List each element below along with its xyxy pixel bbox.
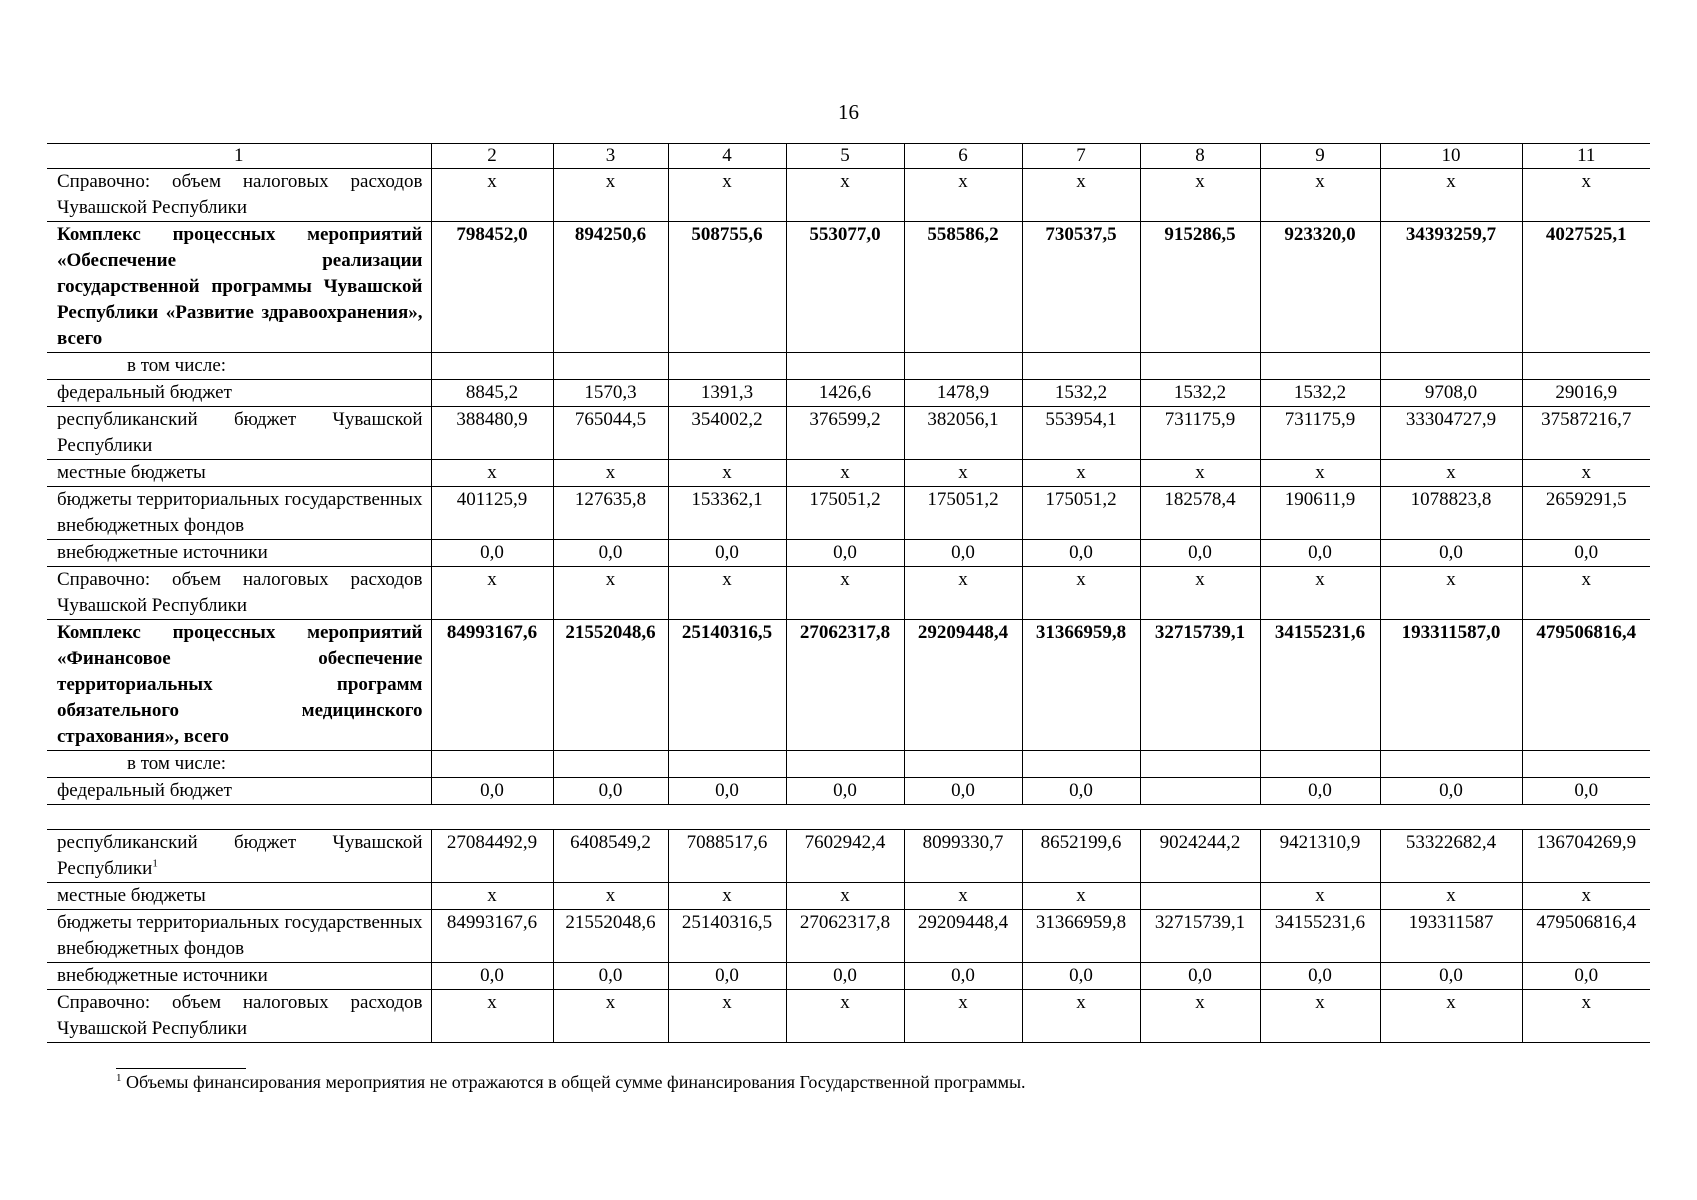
value-cell: 190611,9 <box>1260 487 1380 540</box>
value-cell <box>431 353 553 380</box>
value-cell: 553077,0 <box>786 222 904 353</box>
row-label <box>47 990 431 1043</box>
value-cell: 27062317,8 <box>786 910 904 963</box>
value-cell: 53322682,4 <box>1380 830 1522 883</box>
column-number-row <box>47 144 1650 169</box>
value-cell: 0,0 <box>1140 540 1260 567</box>
row-label <box>47 963 431 990</box>
row-label <box>47 353 431 380</box>
row-label-text: Справочно: объем налоговых расходов Чувашской Республики <box>57 569 423 616</box>
value-cell: x <box>431 990 553 1043</box>
table-row <box>47 963 1650 990</box>
footnote-reference: 1 <box>152 857 158 870</box>
value-cell: x <box>431 567 553 620</box>
table-row <box>47 540 1650 567</box>
value-cell: 9708,0 <box>1380 380 1522 407</box>
column-number-cell: 5 <box>786 144 904 169</box>
row-label <box>47 169 431 222</box>
value-cell: 2659291,5 <box>1522 487 1650 540</box>
row-label <box>47 620 431 751</box>
table-row <box>47 883 1650 910</box>
value-cell: 0,0 <box>1140 963 1260 990</box>
value-cell: 31366959,8 <box>1022 910 1140 963</box>
value-cell: 0,0 <box>1522 963 1650 990</box>
value-cell: x <box>1260 883 1380 910</box>
value-cell: 25140316,5 <box>668 620 786 751</box>
row-label <box>47 460 431 487</box>
value-cell: x <box>553 460 668 487</box>
value-cell: 29016,9 <box>1522 380 1650 407</box>
value-cell: 0,0 <box>904 778 1022 805</box>
value-cell: 0,0 <box>553 778 668 805</box>
row-label <box>47 380 431 407</box>
value-cell: 388480,9 <box>431 407 553 460</box>
footnote <box>116 1070 1026 1094</box>
table-row <box>47 169 1650 222</box>
value-cell: 0,0 <box>1022 540 1140 567</box>
value-cell: 0,0 <box>668 778 786 805</box>
value-cell: x <box>1380 883 1522 910</box>
value-cell: x <box>431 169 553 222</box>
value-cell: x <box>904 567 1022 620</box>
column-number-cell: 6 <box>904 144 1022 169</box>
row-label <box>47 883 431 910</box>
table-row <box>47 353 1650 380</box>
value-cell: 0,0 <box>1022 778 1140 805</box>
gap-cell <box>47 805 1650 830</box>
value-cell: 1426,6 <box>786 380 904 407</box>
value-cell: x <box>1022 883 1140 910</box>
value-cell: 34393259,7 <box>1380 222 1522 353</box>
value-cell: x <box>1260 460 1380 487</box>
value-cell: 29209448,4 <box>904 910 1022 963</box>
value-cell: 4027525,1 <box>1522 222 1650 353</box>
value-cell: 0,0 <box>904 963 1022 990</box>
value-cell: x <box>1022 990 1140 1043</box>
row-label-text: Справочно: объем налоговых расходов Чувашской Республики <box>57 992 423 1039</box>
value-cell: 0,0 <box>1022 963 1140 990</box>
value-cell: 765044,5 <box>553 407 668 460</box>
value-cell: x <box>904 169 1022 222</box>
value-cell: 558586,2 <box>904 222 1022 353</box>
column-number-cell: 8 <box>1140 144 1260 169</box>
table-row <box>47 407 1650 460</box>
value-cell: 376599,2 <box>786 407 904 460</box>
value-cell: 0,0 <box>668 540 786 567</box>
value-cell: 1532,2 <box>1022 380 1140 407</box>
value-cell <box>904 751 1022 778</box>
value-cell: 8099330,7 <box>904 830 1022 883</box>
value-cell <box>1022 751 1140 778</box>
value-cell: x <box>1522 460 1650 487</box>
value-cell: x <box>668 169 786 222</box>
value-cell <box>553 353 668 380</box>
row-label <box>47 778 431 805</box>
footnote-text: Объемы финансирования мероприятия не отражаются в общей сумме финансирования Государственной программы. <box>126 1072 1026 1092</box>
row-label-text: в том числе: <box>127 753 227 774</box>
value-cell: 0,0 <box>1522 540 1650 567</box>
value-cell: 731175,9 <box>1140 407 1260 460</box>
value-cell <box>431 751 553 778</box>
value-cell: x <box>786 990 904 1043</box>
value-cell: 1478,9 <box>904 380 1022 407</box>
value-cell: 37587216,7 <box>1522 407 1650 460</box>
value-cell <box>786 353 904 380</box>
value-cell: 0,0 <box>1380 963 1522 990</box>
value-cell <box>786 751 904 778</box>
row-label-text: федеральный бюджет <box>57 780 232 801</box>
value-cell: x <box>1022 169 1140 222</box>
table-row <box>47 487 1650 540</box>
table-row <box>47 380 1650 407</box>
value-cell: x <box>1380 990 1522 1043</box>
value-cell: 0,0 <box>668 963 786 990</box>
value-cell: 0,0 <box>1522 778 1650 805</box>
value-cell: x <box>553 990 668 1043</box>
value-cell: 0,0 <box>431 540 553 567</box>
value-cell <box>1380 353 1522 380</box>
value-cell: 1532,2 <box>1260 380 1380 407</box>
row-label-text: бюджеты территориальных государственных внебюджетных фондов <box>57 912 423 959</box>
value-cell: x <box>786 460 904 487</box>
value-cell: 21552048,6 <box>553 910 668 963</box>
row-label-text: бюджеты территориальных государственных внебюджетных фондов <box>57 489 423 536</box>
value-cell: x <box>668 990 786 1043</box>
value-cell: x <box>1140 460 1260 487</box>
value-cell: x <box>1522 883 1650 910</box>
value-cell: 0,0 <box>786 963 904 990</box>
value-cell: 33304727,9 <box>1380 407 1522 460</box>
value-cell: x <box>786 567 904 620</box>
value-cell: 175051,2 <box>786 487 904 540</box>
table-row <box>47 460 1650 487</box>
table-row <box>47 620 1650 751</box>
value-cell <box>1140 751 1260 778</box>
value-cell: 25140316,5 <box>668 910 786 963</box>
value-cell: 6408549,2 <box>553 830 668 883</box>
row-label-text: в том числе: <box>127 355 227 376</box>
column-number-cell: 3 <box>553 144 668 169</box>
footnote-marker: 1 <box>116 1072 122 1084</box>
column-number-cell: 9 <box>1260 144 1380 169</box>
value-cell: x <box>1380 169 1522 222</box>
value-cell: 29209448,4 <box>904 620 1022 751</box>
value-cell: 0,0 <box>786 540 904 567</box>
value-cell: 7602942,4 <box>786 830 904 883</box>
value-cell: 923320,0 <box>1260 222 1380 353</box>
table-row <box>47 990 1650 1043</box>
value-cell: 8845,2 <box>431 380 553 407</box>
value-cell: x <box>1022 567 1140 620</box>
table-row <box>47 830 1650 883</box>
value-cell: x <box>553 883 668 910</box>
value-cell: x <box>1522 567 1650 620</box>
value-cell: x <box>431 460 553 487</box>
value-cell: 0,0 <box>904 540 1022 567</box>
value-cell: 0,0 <box>1380 540 1522 567</box>
value-cell: x <box>1260 567 1380 620</box>
value-cell: 27084492,9 <box>431 830 553 883</box>
value-cell <box>1140 778 1260 805</box>
row-label-text: республиканский бюджет Чувашской Республики <box>57 409 423 456</box>
page-number: 16 <box>838 100 859 124</box>
row-label-text: Комплекс процессных мероприятий «Финансовое обеспечение территориальных программ обязательного медицинского страхования», всего <box>57 622 423 747</box>
value-cell: x <box>1380 460 1522 487</box>
value-cell: 9421310,9 <box>1260 830 1380 883</box>
value-cell: 0,0 <box>553 540 668 567</box>
value-cell: x <box>786 883 904 910</box>
value-cell: 479506816,4 <box>1522 620 1650 751</box>
row-label-text: местные бюджеты <box>57 462 206 483</box>
value-cell: 153362,1 <box>668 487 786 540</box>
value-cell <box>1140 883 1260 910</box>
row-label-text: республиканский бюджет Чувашской Республики <box>57 832 423 879</box>
table-row <box>47 751 1650 778</box>
row-label <box>47 487 431 540</box>
table-body <box>47 144 1650 1043</box>
value-cell: 175051,2 <box>904 487 1022 540</box>
value-cell: 915286,5 <box>1140 222 1260 353</box>
value-cell: 84993167,6 <box>431 620 553 751</box>
value-cell: x <box>553 567 668 620</box>
row-label <box>47 222 431 353</box>
row-label-text: федеральный бюджет <box>57 382 232 403</box>
value-cell: 0,0 <box>1260 540 1380 567</box>
value-cell: x <box>904 883 1022 910</box>
value-cell <box>1260 751 1380 778</box>
value-cell: x <box>431 883 553 910</box>
value-cell: x <box>1380 567 1522 620</box>
value-cell: 894250,6 <box>553 222 668 353</box>
value-cell: x <box>668 883 786 910</box>
value-cell: 1532,2 <box>1140 380 1260 407</box>
value-cell: 382056,1 <box>904 407 1022 460</box>
value-cell: 1391,3 <box>668 380 786 407</box>
value-cell: 8652199,6 <box>1022 830 1140 883</box>
value-cell <box>904 353 1022 380</box>
page-break-gap <box>47 805 1650 830</box>
value-cell: 136704269,9 <box>1522 830 1650 883</box>
value-cell: 479506816,4 <box>1522 910 1650 963</box>
table-row <box>47 567 1650 620</box>
value-cell: x <box>668 460 786 487</box>
column-number-cell: 7 <box>1022 144 1140 169</box>
column-number-cell: 2 <box>431 144 553 169</box>
row-label-text: внебюджетные источники <box>57 965 268 986</box>
value-cell: 127635,8 <box>553 487 668 540</box>
value-cell: 508755,6 <box>668 222 786 353</box>
value-cell: 175051,2 <box>1022 487 1140 540</box>
value-cell <box>1380 751 1522 778</box>
value-cell: 0,0 <box>1260 963 1380 990</box>
value-cell: 31366959,8 <box>1022 620 1140 751</box>
value-cell: 7088517,6 <box>668 830 786 883</box>
value-cell: 1078823,8 <box>1380 487 1522 540</box>
value-cell: 34155231,6 <box>1260 620 1380 751</box>
value-cell <box>553 751 668 778</box>
column-number-cell: 11 <box>1522 144 1650 169</box>
value-cell: x <box>1522 990 1650 1043</box>
value-cell: 401125,9 <box>431 487 553 540</box>
value-cell: x <box>1260 990 1380 1043</box>
value-cell: 731175,9 <box>1260 407 1380 460</box>
row-label <box>47 407 431 460</box>
value-cell <box>668 353 786 380</box>
value-cell: 0,0 <box>1260 778 1380 805</box>
value-cell: 182578,4 <box>1140 487 1260 540</box>
row-label <box>47 540 431 567</box>
value-cell <box>1260 353 1380 380</box>
column-number-cell: 1 <box>47 144 431 169</box>
value-cell: 193311587,0 <box>1380 620 1522 751</box>
column-number-cell: 10 <box>1380 144 1522 169</box>
value-cell: 0,0 <box>431 963 553 990</box>
value-cell: 0,0 <box>1380 778 1522 805</box>
value-cell: 34155231,6 <box>1260 910 1380 963</box>
row-label <box>47 910 431 963</box>
column-number-cell: 4 <box>668 144 786 169</box>
value-cell <box>668 751 786 778</box>
value-cell: 32715739,1 <box>1140 910 1260 963</box>
value-cell: x <box>1140 567 1260 620</box>
value-cell: x <box>786 169 904 222</box>
value-cell: 0,0 <box>553 963 668 990</box>
value-cell: 27062317,8 <box>786 620 904 751</box>
value-cell <box>1140 353 1260 380</box>
value-cell: x <box>553 169 668 222</box>
table-row <box>47 222 1650 353</box>
value-cell: x <box>668 567 786 620</box>
row-label <box>47 567 431 620</box>
value-cell: 21552048,6 <box>553 620 668 751</box>
row-label-text: местные бюджеты <box>57 885 206 906</box>
value-cell: 32715739,1 <box>1140 620 1260 751</box>
row-label <box>47 830 431 883</box>
value-cell: 9024244,2 <box>1140 830 1260 883</box>
value-cell: 798452,0 <box>431 222 553 353</box>
value-cell: x <box>1022 460 1140 487</box>
value-cell: x <box>1140 990 1260 1043</box>
row-label <box>47 751 431 778</box>
value-cell <box>1522 353 1650 380</box>
value-cell: 84993167,6 <box>431 910 553 963</box>
value-cell: 193311587 <box>1380 910 1522 963</box>
value-cell: 354002,2 <box>668 407 786 460</box>
value-cell: 0,0 <box>786 778 904 805</box>
table-row <box>47 778 1650 805</box>
value-cell: x <box>1522 169 1650 222</box>
value-cell <box>1022 353 1140 380</box>
value-cell: 1570,3 <box>553 380 668 407</box>
financing-table <box>47 143 1650 1043</box>
row-label-text: внебюджетные источники <box>57 542 268 563</box>
value-cell: x <box>904 990 1022 1043</box>
row-label-text: Справочно: объем налоговых расходов Чувашской Республики <box>57 171 423 218</box>
value-cell: 0,0 <box>431 778 553 805</box>
value-cell <box>1522 751 1650 778</box>
footnote-divider <box>116 1068 246 1069</box>
value-cell: 553954,1 <box>1022 407 1140 460</box>
value-cell: x <box>1260 169 1380 222</box>
value-cell: x <box>1140 169 1260 222</box>
value-cell: x <box>904 460 1022 487</box>
table-row <box>47 910 1650 963</box>
row-label-text: Комплекс процессных мероприятий «Обеспечение реализации государственной программы Чувашской Республики «Развитие здравоохранения», всего <box>57 224 423 349</box>
value-cell: 730537,5 <box>1022 222 1140 353</box>
